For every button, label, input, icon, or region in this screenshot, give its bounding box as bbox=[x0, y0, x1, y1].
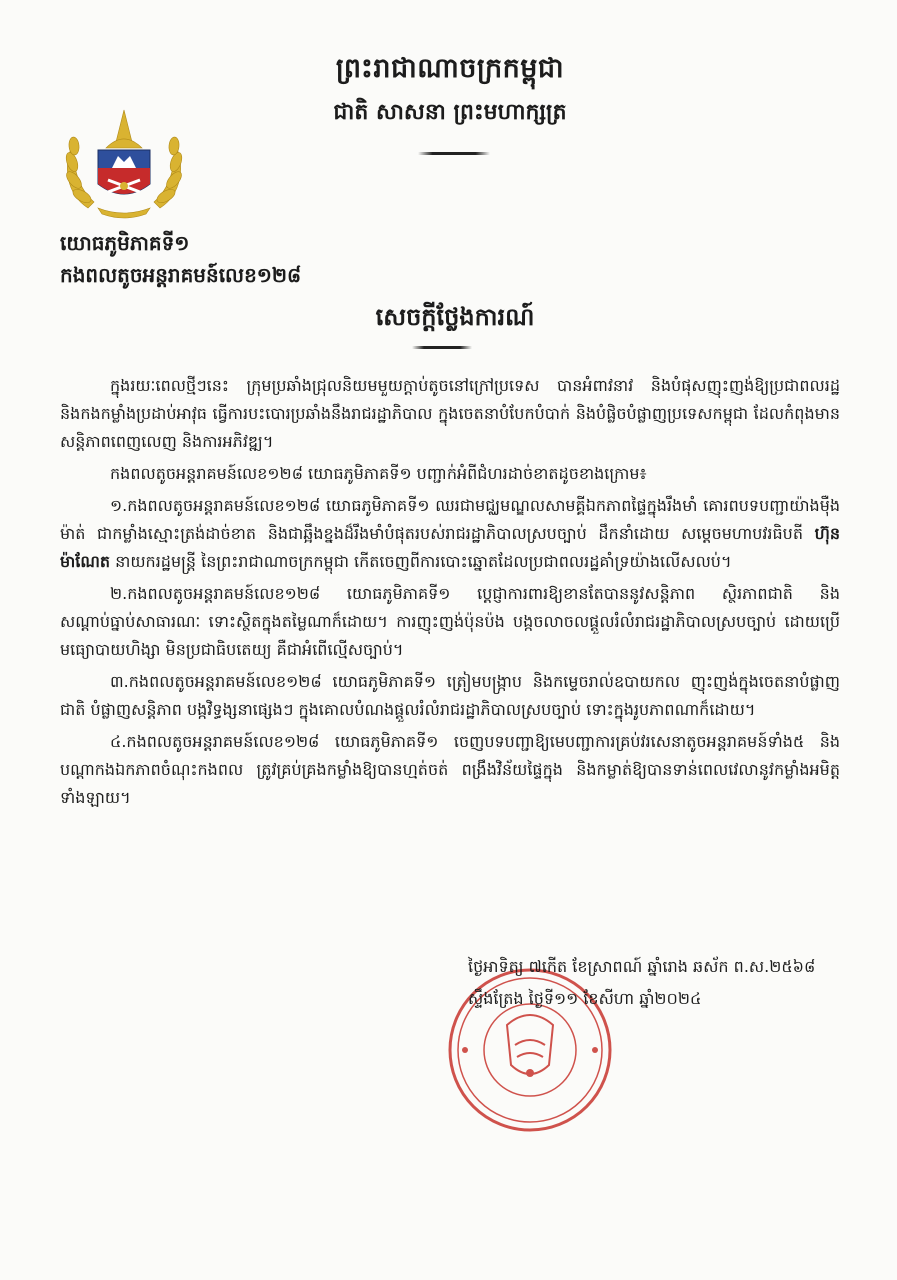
unit-region: យោធភូមិភាគទី១ bbox=[60, 231, 190, 255]
paragraph-lead: កងពលតូចអន្តរាគមន៍លេខ១២៨ យោធភូមិភាគទី១ បញ្ជាក់អំពីជំហរដាច់ខាតដូចខាងក្រោម៖ bbox=[110, 464, 647, 483]
paragraph-point-1 bbox=[60, 492, 840, 576]
paragraph-point-4: ៤.កងពលតូចអន្តរាគមន៍លេខ១២៨ យោធភូមិភាគទី១ ចេញបទបញ្ជាឱ្យមេបញ្ជាការគ្រប់វរសេនាតូចអន្តរាគមន៍ទាំង៥ និងបណ្តាកងឯកភាពចំណុះកងពល ត្រូវគ្រប់គ្រងកម្លាំងឱ្យបានហ្មត់ចត់ ពង្រឹងវិន័យផ្ទៃក្នុង និងកម្លាត់ឱ្យបានទាន់ពេលវេលានូវកម្លាំងអមិត្តទាំងឡាយ។ bbox=[60, 732, 840, 807]
prime-minister-name: ហ៊ុន ម៉ាណែត bbox=[60, 524, 840, 571]
lunar-date-line: ថ្ងៃអាទិត្យ ៧កើត ខែស្រាពណ៍ ឆ្នាំរោង ឆស័ក ព.ស.២៥៦៨ bbox=[468, 957, 816, 976]
statement-body bbox=[60, 372, 840, 816]
document-title: សេចក្តីថ្លែងការណ៍ bbox=[375, 303, 535, 331]
title-divider bbox=[412, 346, 472, 349]
point-1-text-after: នាយករដ្ឋមន្ត្រី នៃព្រះរាជាណាចក្រកម្ពុជា កើតចេញពីការបោះឆ្នោតដែលប្រជាពលរដ្ឋគាំទ្រយ៉ាងលើសលប់។ bbox=[110, 552, 732, 571]
national-motto: ជាតិ សាសនា ព្រះមហាក្សត្រ bbox=[333, 100, 567, 125]
military-emblem-icon bbox=[58, 104, 190, 224]
paragraph-point-3: ៣.កងពលតូចអន្តរាគមន៍លេខ១២៨ យោធភូមិភាគទី១ ត្រៀមបង្ក្រាប និងកម្ទេចរាល់ឧបាយកល ញុះញង់ក្នុងចេតនាបំផ្លាញជាតិ បំផ្លាញសន្តិភាព បង្កវិទ្ធង្សនាផ្សេងៗ ក្នុងគោលបំណងផ្តួលរំលំរាជរដ្ឋាភិបាលស្របច្បាប់ ទោះក្នុងរូបភាពណាក៏ដោយ។ bbox=[60, 672, 840, 719]
point-1-text-before: ១.កងពលតូចអន្តរាគមន៍លេខ១២៨ យោធភូមិភាគទី១ ឈរជាមជ្ឈមណ្ឌលសាមគ្គីឯកភាពផ្ទៃក្នុងរឹងមាំ គោរពបទបញ្ជាយ៉ាងម៉ឺងម៉ាត់ ជាកម្លាំងស្មោះត្រង់ដាច់ខាត និងជាឆ្អឹងខ្នងដ៏រឹងមាំបំផុតរបស់រាជរដ្ឋាភិបាលស្របច្បាប់ ដឹកនាំដោយ សម្តេចមហាបវរធិបតី bbox=[60, 496, 840, 543]
paragraph-intro: ក្នុងរយៈពេលថ្មីៗនេះ ក្រុមប្រឆាំងជ្រុលនិយមមួយក្តាប់តូចនៅក្រៅប្រទេស បានអំពាវនាវ និងបំផុសញុះញង់ឱ្យប្រជាពលរដ្ឋ និងកងកម្លាំងប្រដាប់អាវុធ ធ្វើការបះបោរប្រឆាំងនឹងរាជរដ្ឋាភិបាល ក្នុងចេតនាបំបែកបំបាក់ និងបំផ្លិចបំផ្លាញប្រទេសកម្ពុជា ដែលកំពុងមានសន្តិភាពពេញលេញ និងការអភិវឌ្ឍ។ bbox=[60, 376, 840, 451]
kingdom-heading: ព្រះរាជាណាចក្រកម្ពុជា bbox=[335, 53, 565, 84]
place-date-line: ស្ទឹងត្រែង ថ្ងៃទី១១ ខែសីហា ឆ្នាំ២០២៤ bbox=[468, 989, 702, 1008]
paragraph-point-2: ២.កងពលតូចអន្តរាគមន៍លេខ១២៨ យោធភូមិភាគទី១ ប្តេជ្ញាការពារឱ្យខានតែបាននូវសន្តិភាព ស្ថិរភាពជាតិ និងសណ្តាប់ធ្នាប់សាធារណៈ ទោះស្ថិតក្នុងតម្លៃណាក៏ដោយ។ ការញុះញង់ប៉ុនប៉ង បង្កចលាចលផ្តួលរំលំរាជរដ្ឋាភិបាលស្របច្បាប់ ដោយប្រើមធ្យោបាយហិង្សា មិនប្រជាធិបតេយ្យ គឺជាអំពើល្មើសច្បាប់។ bbox=[60, 584, 840, 659]
unit-brigade: កងពលតូចអន្តរាគមន៍លេខ១២៨ bbox=[60, 263, 302, 287]
header-divider bbox=[418, 152, 490, 155]
